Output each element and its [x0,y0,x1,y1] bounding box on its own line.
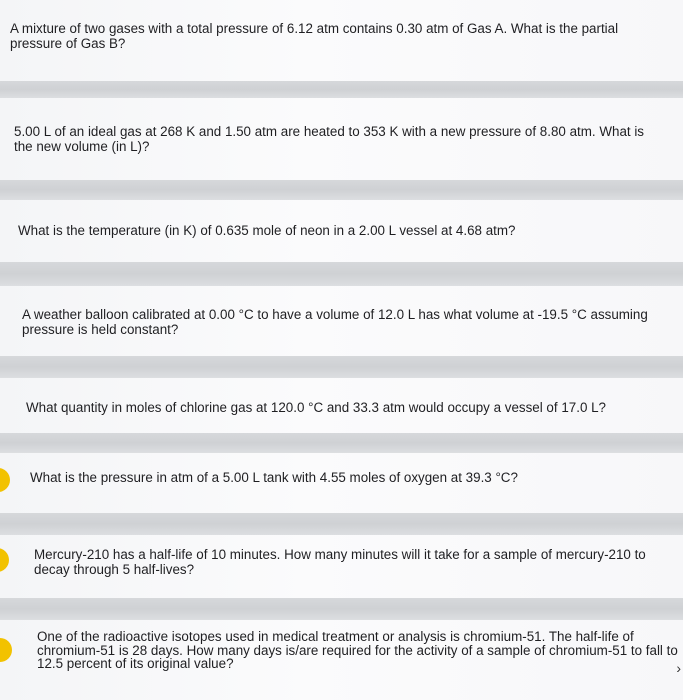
yellow-circle-icon[interactable] [0,638,12,662]
divider [0,81,683,98]
question-text: What quantity in moles of chlorine gas at 120.0 °C and 33.3 atm would occupy a vessel of 17.0 L? [26,400,607,415]
question-card-5 [0,378,683,433]
question-text: One of the radioactive isotopes used in medical treatment or analysis is chromium-51. The half-life of chromium-51 is 28 days. How many days is/are required for the activity of a sample of chromium-51 to fall to 12.5 percent of its original value? [37,629,678,671]
question-card-1 [0,0,683,81]
chevron-right-icon[interactable]: › [676,660,681,676]
divider [0,433,683,453]
yellow-circle-icon[interactable] [0,548,9,572]
yellow-circle-icon[interactable] [0,468,10,492]
question-text: What is the pressure in atm of a 5.00 L tank with 4.55 moles of oxygen at 39.3 °C? [30,470,518,485]
divider [0,598,683,620]
divider [0,180,683,200]
question-card-6 [0,453,683,513]
question-card-4 [0,286,683,356]
question-card-7 [0,535,683,598]
question-card-3 [0,200,683,262]
question-text: What is the temperature (in K) of 0.635 mole of neon in a 2.00 L vessel at 4.68 atm? [18,223,516,238]
divider [0,262,683,286]
question-card-2 [0,98,683,180]
question-text: 5.00 L of an ideal gas at 268 K and 1.50 atm are heated to 353 K with a new pressure of 8.80 atm. What is the new volume (in L)? [14,124,645,154]
question-card-8 [0,620,683,700]
question-text: A mixture of two gases with a total pressure of 6.12 atm contains 0.30 atm of Gas A. What is the partial pressure of Gas B? [10,21,619,51]
question-text: A weather balloon calibrated at 0.00 °C to have a volume of 12.0 L has what volume at -19.5 °C assuming pressure is held constant? [22,307,648,337]
divider [0,356,683,378]
question-text: Mercury-210 has a half-life of 10 minutes. How many minutes will it take for a sample of mercury-210 to decay through 5 half-lives? [34,547,646,577]
divider [0,513,683,535]
